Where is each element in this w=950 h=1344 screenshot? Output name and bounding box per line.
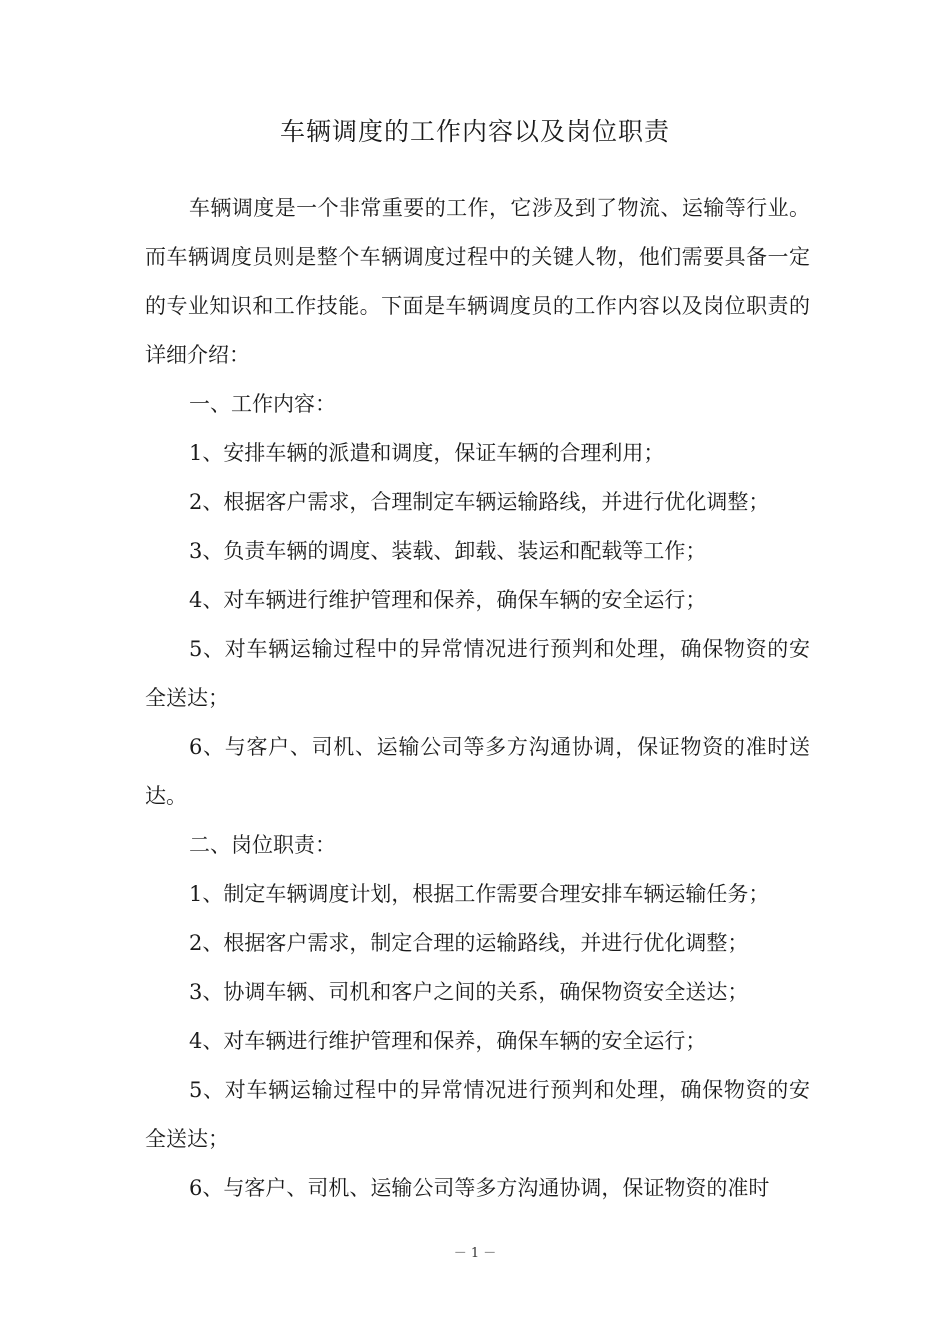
page-number: － 1 － [453, 1246, 497, 1261]
list-item: 6、与客户、司机、运输公司等多方沟通协调，保证物资的准时送达。 [145, 735, 810, 808]
list-item: 2、根据客户需求，合理制定车辆运输路线，并进行优化调整； [189, 490, 770, 514]
list-item: 1、制定车辆调度计划，根据工作需要合理安排车辆运输任务； [189, 882, 770, 906]
list-item: 5、对车辆运输过程中的异常情况进行预判和处理，确保物资的安全送达； [145, 1078, 810, 1151]
list-item: 4、对车辆进行维护管理和保养，确保车辆的安全运行； [189, 1029, 707, 1053]
list-item: 4、对车辆进行维护管理和保养，确保车辆的安全运行； [189, 588, 707, 612]
document-body [145, 184, 810, 1213]
intro-paragraph: 车辆调度是一个非常重要的工作，它涉及到了物流、运输等行业。而车辆调度员则是整个车辆调度过程中的关键人物，他们需要具备一定的专业知识和工作技能。下面是车辆调度员的工作内容以及岗位职责的详细介绍： [145, 196, 810, 367]
list-item: 6、与客户、司机、运输公司等多方沟通协调，保证物资的准时 [189, 1176, 770, 1200]
list-item: 2、根据客户需求，制定合理的运输路线，并进行优化调整； [189, 931, 749, 955]
list-item: 1、安排车辆的派遣和调度，保证车辆的合理利用； [189, 441, 665, 465]
section-heading-work-content: 一、工作内容： [189, 392, 336, 416]
list-item: 3、负责车辆的调度、装载、卸载、装运和配载等工作； [189, 539, 707, 563]
list-item: 3、协调车辆、司机和客户之间的关系，确保物资安全送达； [189, 980, 749, 1004]
list-item: 5、对车辆运输过程中的异常情况进行预判和处理，确保物资的安全送达； [145, 637, 810, 710]
document-title: 车辆调度的工作内容以及岗位职责 [279, 117, 670, 146]
section-heading-responsibilities: 二、岗位职责： [189, 833, 336, 857]
